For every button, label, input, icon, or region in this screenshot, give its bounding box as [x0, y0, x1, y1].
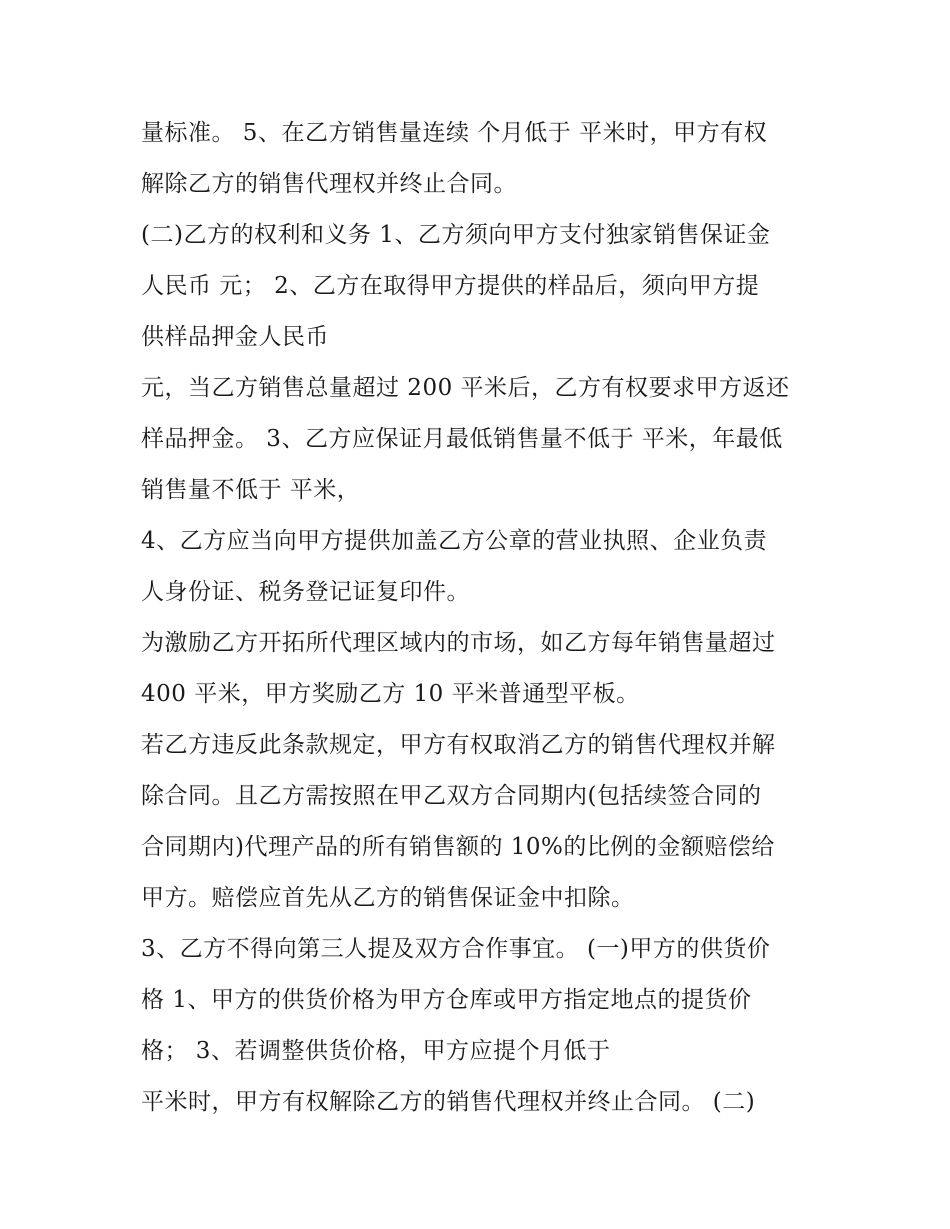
- text-line: 格； 3、若调整供货价格，甲方应提个月低于: [141, 1038, 611, 1064]
- text-line: 4、乙方应当向甲方提供加盖乙方公章的营业执照、企业负责: [141, 528, 768, 554]
- text-line: 样品押金。 3、乙方应保证月最低销售量不低于 平米，年最低: [141, 426, 783, 452]
- text-line: 供样品押金人民币: [141, 324, 329, 350]
- text-line: 格 1、甲方的供货价格为甲方仓库或甲方指定地点的提货价: [141, 987, 752, 1013]
- text-line: 销售量不低于 平米，: [141, 477, 361, 503]
- text-line: (二)乙方的权利和义务 1、乙方须向甲方支付独家销售保证金: [141, 222, 771, 248]
- text-line: 400 平米，甲方奖励乙方 10 平米普通型平板。: [141, 681, 640, 707]
- text-line: 人民币 元； 2、乙方在取得甲方提供的样品后，须向甲方提: [141, 273, 760, 299]
- text-line: 若乙方违反此条款规定，甲方有权取消乙方的销售代理权并解: [141, 732, 776, 758]
- text-line: 3、乙方不得向第三人提及双方合作事宜。 (一)甲方的供货价: [141, 936, 771, 962]
- document-body: [141, 108, 821, 1128]
- text-line: 量标准。 5、在乙方销售量连续 个月低于 平米时，甲方有权: [141, 120, 768, 146]
- text-line: 解除乙方的销售代理权并终止合同。: [141, 171, 517, 197]
- text-line: 元，当乙方销售总量超过 200 平米后，乙方有权要求甲方返还: [141, 375, 790, 401]
- text-line: 平米时，甲方有权解除乙方的销售代理权并终止合同。 (二): [141, 1089, 756, 1115]
- text-line: 人身份证、税务登记证复印件。: [141, 579, 470, 605]
- text-line: 合同期内)代理产品的所有销售额的 10%的比例的金额赔偿给: [141, 834, 775, 860]
- text-line: 甲方。赔偿应首先从乙方的销售保证金中扣除。: [141, 885, 635, 911]
- text-line: 除合同。且乙方需按照在甲乙双方合同期内(包括续签合同的: [141, 783, 762, 809]
- text-line: 为激励乙方开拓所代理区域内的市场，如乙方每年销售量超过: [141, 630, 776, 656]
